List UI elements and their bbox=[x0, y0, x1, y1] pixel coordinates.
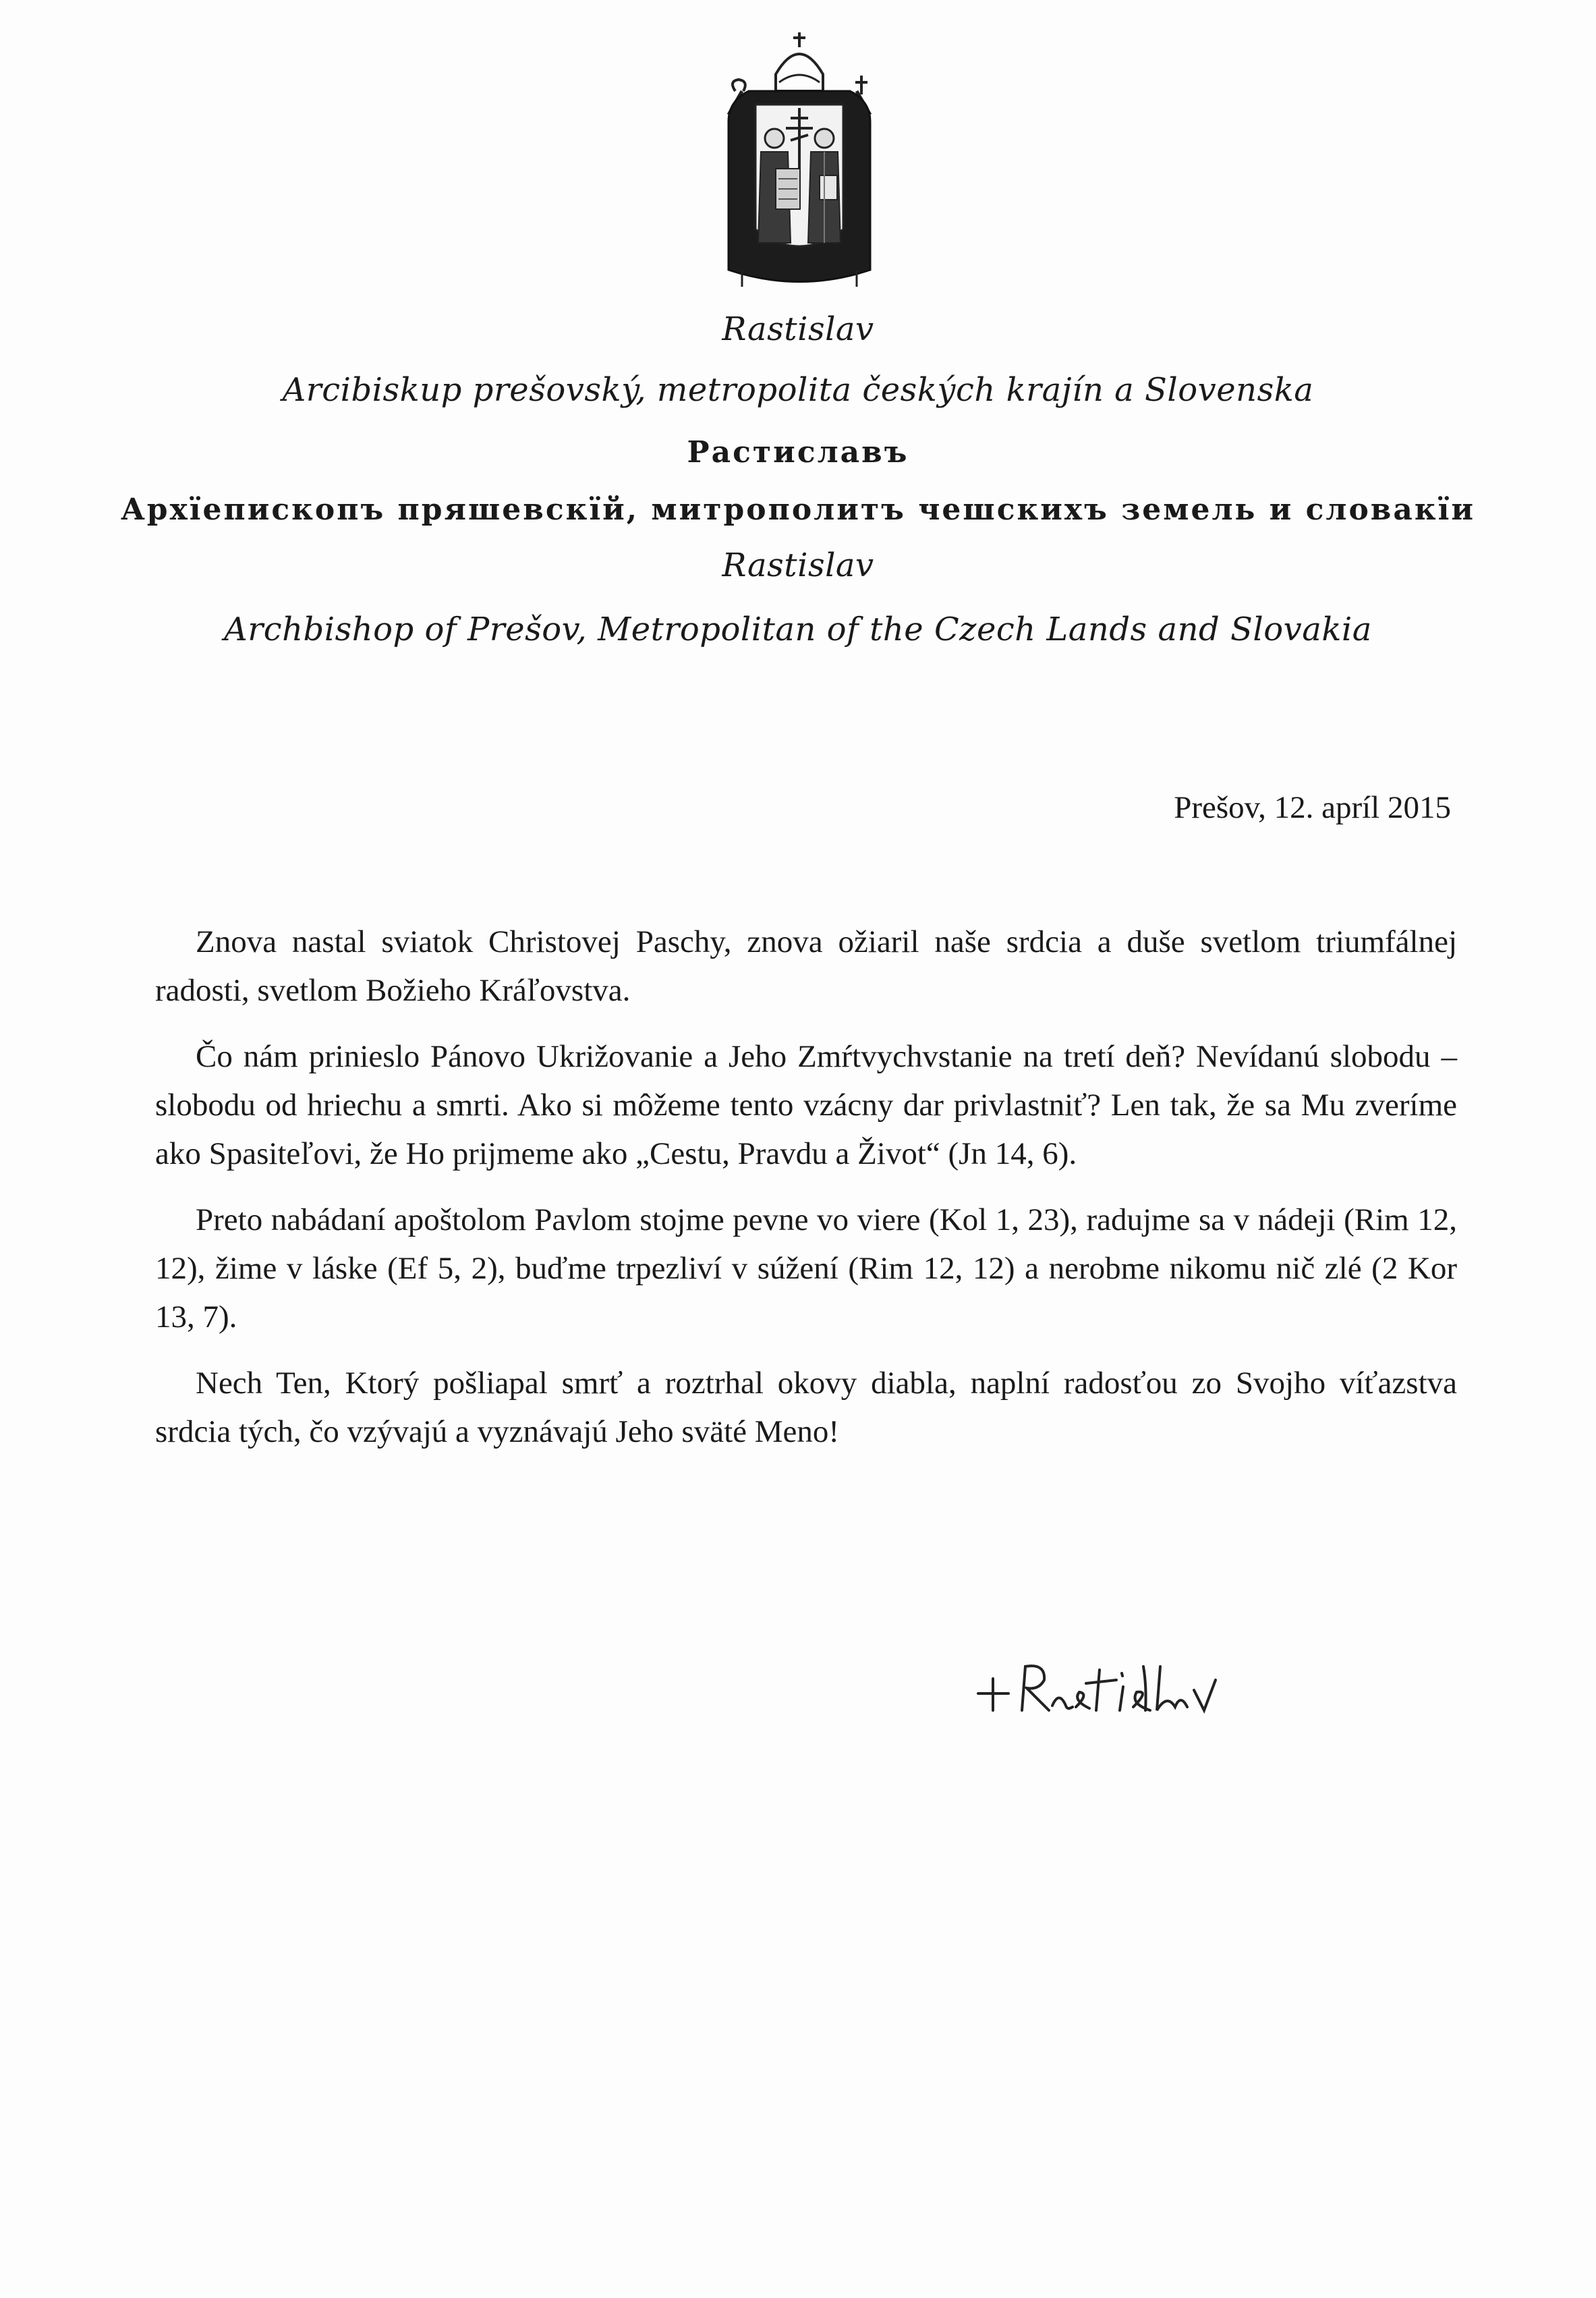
header-name-latin-2: Rastislav bbox=[722, 547, 874, 584]
paragraph: Znova nastal sviatok Christovej Paschy, znova ožiaril naše srdcia a duše svetlom triumfálnej radosti, svetlom Božieho Kráľovstva. bbox=[155, 924, 1457, 1008]
header-title-slovak: Arcibiskup prešovský, metropolita českých krajín a Slovenska bbox=[282, 371, 1314, 409]
header-title-slavonic: Архїепископъ пряшевскїй, митрополитъ чешскихъ земель и словакїи bbox=[120, 493, 1476, 527]
handwritten-signature bbox=[965, 1646, 1248, 1727]
letter-body bbox=[155, 918, 1457, 1474]
header-name-slavonic: Растиславъ bbox=[687, 435, 909, 470]
header-title-english: Archbishop of Prešov, Metropolitan of the Czech Lands and Slovakia bbox=[224, 611, 1372, 648]
paragraph: Preto nabádaní apoštolom Pavlom stojme pevne vo viere (Kol 1, 23), radujme sa v nádeji (Rim 12, 12), žime v láske (Ef 5, 2), buďme trpezliví v súžení (Rim 12, 12) a nerobme nikomu nič zlé (2 Kor 13, 7). bbox=[155, 1202, 1457, 1335]
header-name-latin: Rastislav bbox=[722, 310, 874, 348]
letter-date: Prešov, 12. apríl 2015 bbox=[1174, 790, 1451, 825]
paragraph: Nech Ten, Ktorý pošliapal smrť a roztrhal okovy diabla, naplní radosťou zo Svojho víťazstva srdcia tých, čo vzývajú a vyznávajú Jeho sväté Meno! bbox=[155, 1366, 1457, 1449]
bishop-coat-of-arms-icon bbox=[702, 27, 897, 297]
paragraph: Čo nám prinieslo Pánovo Ukrižovanie a Jeho Zmŕtvychvstanie na tretí deň? Nevídanú slobodu – slobodu od hriechu a smrti. Ako si môžeme tento vzácny dar privlastniť? Len tak, že sa Mu zveríme ako Spasiteľovi, že Ho prijmeme ako „Cestu, Pravdu a Život“ (Jn 14, 6). bbox=[155, 1039, 1457, 1171]
